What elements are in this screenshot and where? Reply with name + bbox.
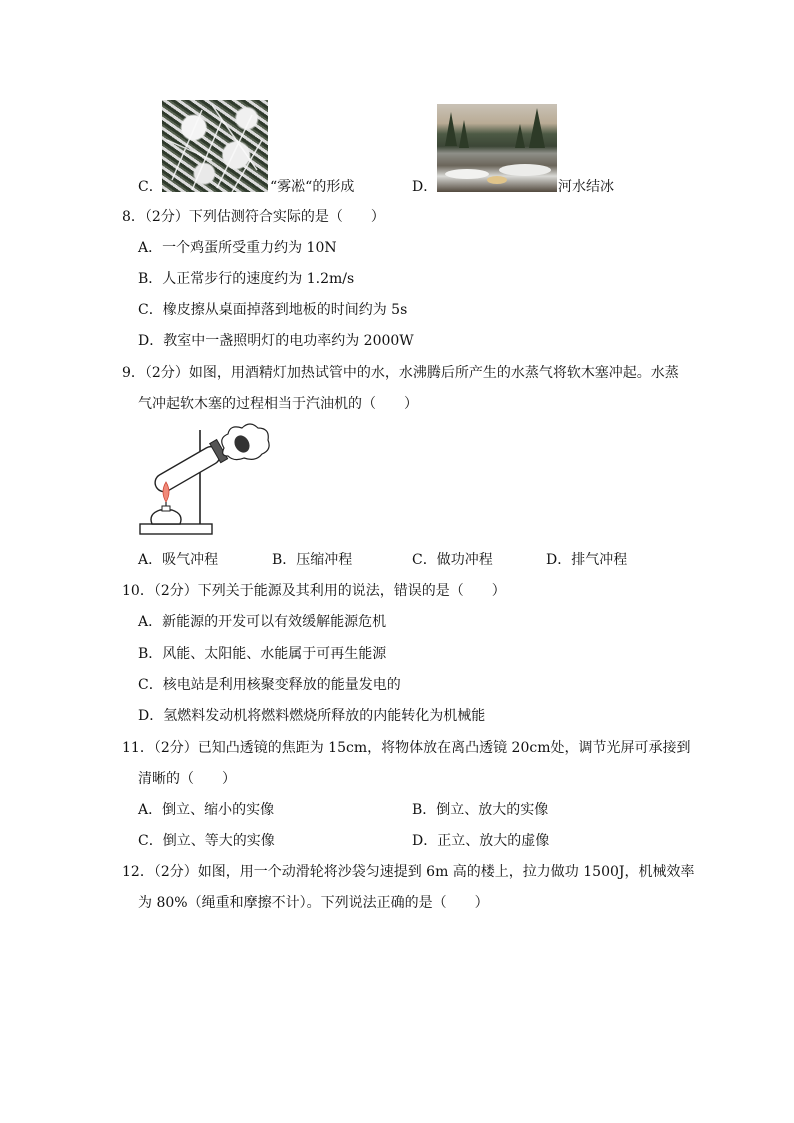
q11-option-b: B．倒立、放大的实像 <box>412 802 549 818</box>
q11-option-d: D．正立、放大的虚像 <box>412 833 550 849</box>
q9-stem-line2: 气冲起软木塞的过程相当于汽油机的（ ） <box>138 396 418 412</box>
q11-stem-line1: 11．（2分）已知凸透镜的焦距为 15cm，将物体放在离凸透镜 20cm处，调节光屏可承接到 <box>122 740 691 756</box>
q8-option-c: C．橡皮擦从桌面掉落到地板的时间约为 5s <box>138 302 408 318</box>
q9-option-d: D．排气冲程 <box>546 552 628 568</box>
q11-stem-line2: 清晰的（ ） <box>138 771 236 787</box>
river-ice-photo <box>437 104 557 192</box>
q8-option-d: D．教室中一盏照明灯的电功率约为 2000W <box>138 333 414 349</box>
q7-option-d-text: 河水结冰 <box>558 179 614 195</box>
q11-option-c: C．倒立、等大的实像 <box>138 833 275 849</box>
q9-option-c: C．做功冲程 <box>412 552 493 568</box>
q11-option-a: A．倒立、缩小的实像 <box>138 802 275 818</box>
q8-option-a: A．一个鸡蛋所受重力约为 10N <box>138 240 337 256</box>
q9-option-a: A．吸气冲程 <box>138 552 219 568</box>
q10-option-d: D．氢燃料发动机将燃料燃烧所释放的内能转化为机械能 <box>138 708 486 724</box>
q10-option-a: A．新能源的开发可以有效缓解能源危机 <box>138 614 387 630</box>
q12-stem-line1: 12．（2分）如图，用一个动滑轮将沙袋匀速提到 6m 高的楼上，拉力做功 1500J，机械效率 <box>122 864 695 880</box>
q9-option-b: B．压缩冲程 <box>272 552 353 568</box>
q7-option-d-letter: D． <box>412 179 438 195</box>
q10-option-b: B．风能、太阳能、水能属于可再生能源 <box>138 646 387 662</box>
rime-photo <box>162 100 268 192</box>
q7-option-c-text: “雾凇“的形成 <box>270 179 355 195</box>
q12-stem-line2: 为 80%（绳重和摩擦不计）。下列说法正确的是（ ） <box>138 895 489 911</box>
q9-stem-line1: 9．（2分）如图，用酒精灯加热试管中的水，水沸腾后所产生的水蒸气将软木塞冲起。水蒸 <box>122 365 679 381</box>
alcohol-lamp-test-tube-diagram <box>138 420 273 542</box>
q8-option-b: B．人正常步行的速度约为 1.2m/s <box>138 271 355 287</box>
q7-option-c-letter: C． <box>138 179 163 195</box>
q10-stem: 10．（2分）下列关于能源及其利用的说法，错误的是（ ） <box>122 583 506 599</box>
q10-option-c: C．核电站是利用核聚变释放的能量发电的 <box>138 677 401 693</box>
q8-stem: 8．（2分）下列估测符合实际的是（ ） <box>122 209 385 225</box>
